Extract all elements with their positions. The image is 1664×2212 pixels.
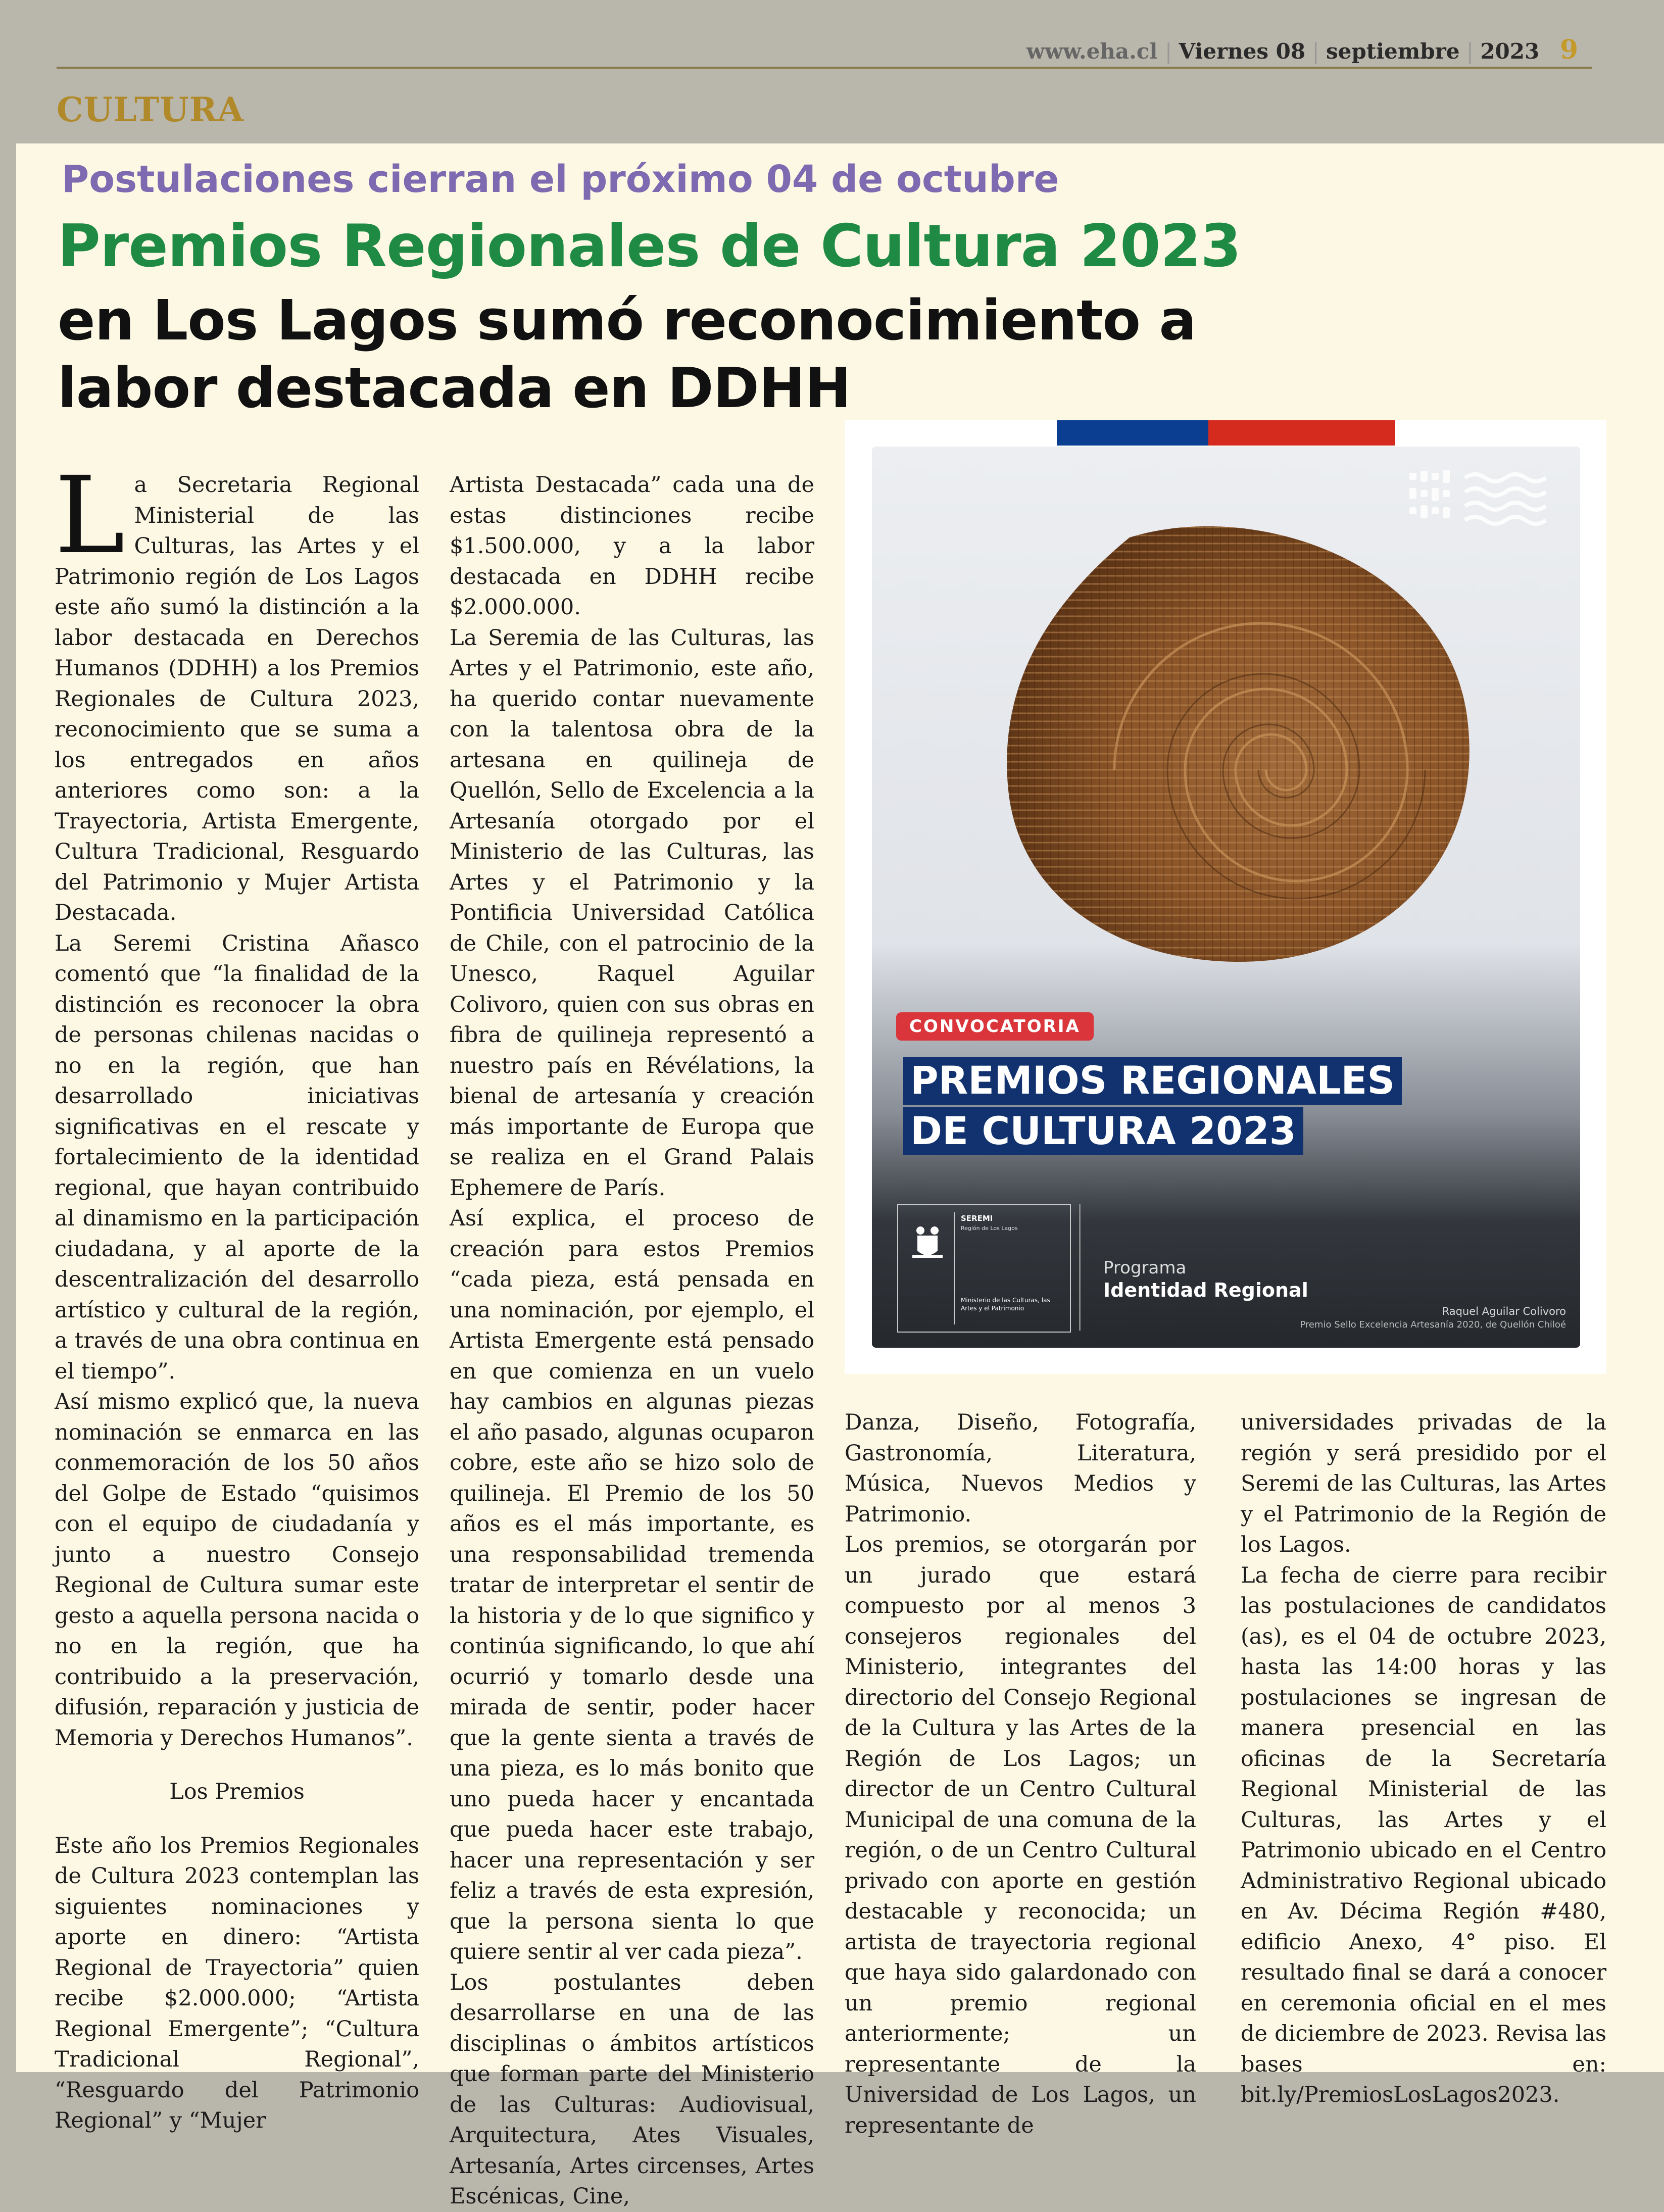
article-title-line1: Premios Regionales de Cultura 2023 [58,212,1241,280]
site-url: www.eha.cl [1026,39,1158,64]
header-year: 2023 [1480,39,1540,64]
poster [872,447,1580,1348]
section-label: CULTURA [57,90,244,129]
subheading: Los Premios [169,1779,305,1804]
program-label: Programa [1103,1258,1187,1278]
paragraph: Así explica, el proceso de creación para estos Premios “cada pieza, está pensada en una nominación, por ejemplo, el Artista Emergente está pensado en que comienza en un vuelo hay cambios en algunas piezas el año pasado, algunas ocuparon cobre, este año se hizo solo de quilineja. El Premio de los 50 años es el más importante, es una responsabilidad tremenda tratar de interpretar el sentir de la historia y de lo que significo y continúa significando, lo que ahí ocurrió y tomarlo desde una mirada de sentir, poder hacer que la gente sienta a través de una pieza, es lo más bonito que uno pueda hacer y encantada que pueda hacer este trabajo, hacer una representación y ser feliz a través de esta expresión, que la persona sienta lo que quiere sentir al ver cada pieza”. [450,1206,814,1964]
paragraph: Danza, Diseño, Fotografía, Gastronomía, Literatura, Música, Nuevos Medios y Patrimonio. [845,1410,1196,1527]
article-title-line3: labor destacada en DDHH [58,356,851,420]
article-column-3 [845,1407,1196,2141]
article-column-1 [55,454,419,2136]
article-title-line2: en Los Lagos sumó reconocimiento a [58,288,1196,353]
logo-text: Ministerio de las Culturas, las Artes y el Patrimonio [961,1297,1050,1312]
flag-stripe-blue [1057,420,1208,446]
paragraph: Este año los Premios Regionales de Cultura 2023 contemplan las siguientes nominaciones y aporte en dinero: “Artista Regional de Trayectoria” quien recibe $2.000.000; “Artista Regional Emergente”; “Cultura Tradicional Regional”, “Resguardo del Patrimonio Regional” y “Mujer [55,1833,419,2133]
paragraph: Artista Destacada” cada una de estas distinciones recibe $1.500.000, y a la labor destacada en DDHH recibe $2.000.000. [450,472,814,620]
convocatoria-badge: CONVOCATORIA [896,1012,1094,1041]
header-divider [57,67,1592,69]
page-header: www.eha.cl | Viernes 08 | septiembre | 2023 9 [1026,34,1578,65]
article-column-2 [450,470,814,2212]
poster-image [845,420,1606,1374]
header-day: Viernes 08 [1179,39,1306,64]
article-column-4 [1241,1407,1606,2110]
artist-credit: Raquel Aguilar Colivoro [1442,1305,1566,1317]
paragraph: La Seremi Cristina Añasco comentó que “la finalidad de la distinción es reconocer la obra de personas chilenas nacidas o no en la región, que han desarrollado iniciativas significativas en el rescate y fortalecimiento de la identidad regional, que hayan contribuido al dinamismo en la participación ciudadana, y al aporte de la descentralización del desarrollo artístico y cultural de la región, a través de una obra continua en el tiempo”. [55,930,419,1384]
logo-text: Región de Los Lagos [961,1225,1018,1232]
paragraph: La fecha de cierre para recibir las postulaciones de candidatos (as), es el 04 de octubre 2023, hasta las 14:00 horas y las postulaciones se ingresan de manera presencial en las oficinas de la Secretaría Regional Ministerial de las Culturas, las Artes y el Patrimonio ubicado en el Centro Administrativo Regional ubicado en Av. Décima Región #480, edificio Anexo, 4° piso. El resultado final se dará a conocer en ceremonia oficial en el mes de diciembre de 2023. Revisa las bases en: bit.ly/PremiosLosLagos2023. [1241,1562,1606,2107]
header-month: septiembre [1326,39,1460,64]
article-kicker: Postulaciones cierran el próximo 04 de octubre [62,158,1059,201]
page-number: 9 [1559,34,1578,65]
paragraph: Los postulantes deben desarrollarse en una de las disciplinas o ámbitos artísticos que forman parte del Ministerio de las Culturas: Audiovisual, Arquitectura, Ates Visuales, Artesanía, Artes circenses, Artes Escénicas, Cine, [450,1970,814,2209]
paragraph: universidades privadas de la región y será presidido por el Seremi de las Culturas, las Artes y el Patrimonio de la Región de los Lagos. [1241,1410,1606,1557]
paragraph: Los premios, se otorgarán por un jurado que estará compuesto por al menos 3 consejeros regionales del Ministerio, integrantes del directorio del Consejo Regional de la Cultura y las Artes de la Región de Los Lagos; un director de un Centro Cultural Municipal de una comuna de la región, o de un Centro Cultural privado con aporte en gestión destacable y reconocida; un artista de trayectoria regional que haya sido galardonado con un premio regional anteriormente; un representante de la Universidad de Los Lagos, un representante de [845,1532,1196,2138]
paragraph: Así mismo explicó que, la nueva nominación se enmarca en las conmemoración de los 50 años del Golpe de Estado “quisimos con el equipo de ciudadanía y junto a nuestro Consejo Regional de Cultura sumar este gesto a aquella persona nacida o no en la región, que ha contribuido a la preservación, difusión, reparación y justicia de Memoria y Derechos Humanos”. [55,1389,419,1751]
drop-cap: L [55,454,125,577]
paragraph: La Secretaria Regional Ministerial de las Culturas, las Artes y el Patrimonio región de Los Lagos este año sumó la distinción a la labor destacada en Derechos Humanos (DDHH) a los Premios Regionales de Cultura 2023, reconocimiento que se suma a los entregados en años anteriores como son: a la Trayectoria, Artista Emergente, Cultura Tradicional, Resguardo del Patrimonio y Mujer Artista Destacada. [55,454,419,925]
poster-title-line2: DE CULTURA 2023 [903,1107,1303,1155]
paragraph: La Seremia de las Culturas, las Artes y el Patrimonio, este año, ha querido contar nuevamente con la talentosa obra de la artesana en quilineja de Quellón, Sello de Excelencia a la Artesanía otorgado por el Ministerio de las Culturas, las Artes y el Patrimonio y la Pontificia Universidad Católica de Chile, con el patrocinio de la Unesco, Raquel Aguilar Colivoro, quien con sus obras en fibra de quilineja representó a nuestro país en Révélations, la bienal de artesanía y creación más importante de Europa que se realiza en el Grand Palais Ephemere de París. [450,625,814,1201]
woven-shell-image [958,507,1503,982]
program-name: Identidad Regional [1103,1279,1308,1301]
artist-credit-detail: Premio Sello Excelencia Artesanía 2020, de Quellón Chiloé [1300,1319,1566,1330]
seremi-logo [897,1204,1071,1333]
flag-stripe-red [1208,420,1395,446]
logo-text: SEREMI [961,1214,993,1223]
poster-title-line1: PREMIOS REGIONALES [903,1057,1402,1105]
poster-divider [1079,1204,1081,1331]
coat-of-arms-icon [902,1215,953,1276]
